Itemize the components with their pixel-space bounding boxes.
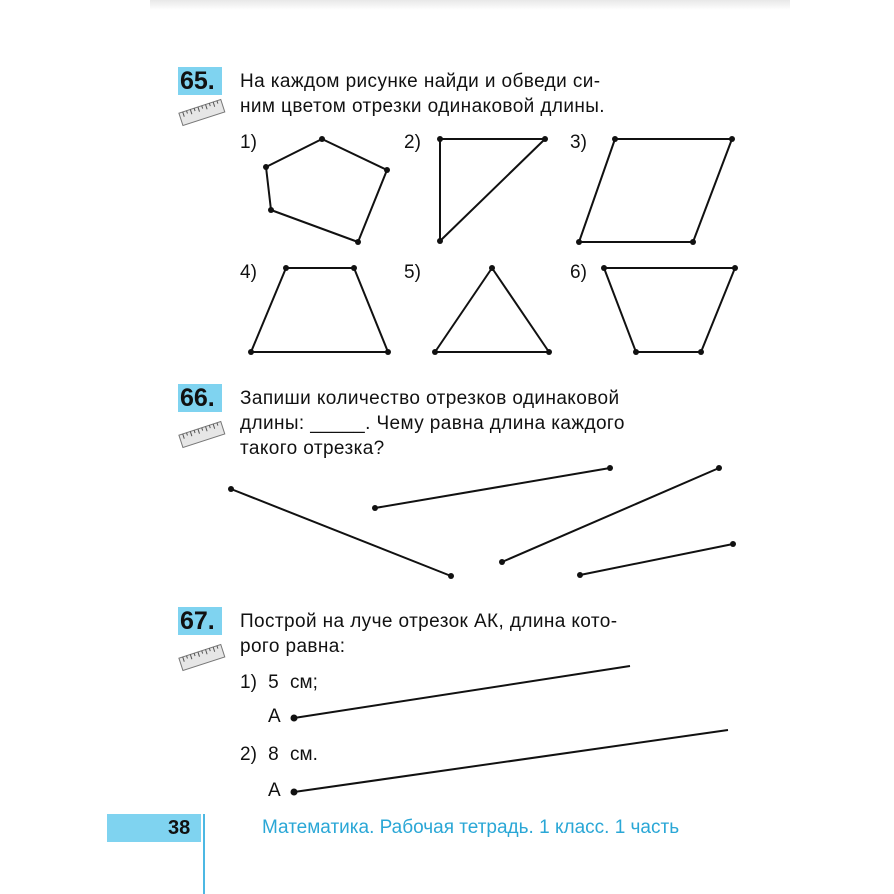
- task-66-line-1: Запиши количество отрезков одинаковой: [240, 388, 620, 409]
- figure-label-1: 1): [240, 132, 257, 153]
- ray-1: [294, 666, 630, 718]
- task-67-line-2: рого равна:: [240, 636, 346, 657]
- ruler-icon: [178, 420, 226, 450]
- parallelogram-figure: [579, 139, 732, 242]
- segment-2: [375, 468, 610, 508]
- figure-label-4: 4): [240, 262, 257, 283]
- task-number-65: 65.: [178, 67, 222, 95]
- right-triangle-figure: [440, 139, 545, 241]
- pentagon-figure: [266, 139, 387, 242]
- figure-label-6: 6): [570, 262, 587, 283]
- ruler-icon: [178, 643, 226, 673]
- task-67-item-1: 1) 5 см;: [240, 672, 318, 693]
- task-66-line-2: длины: _____. Чему равна длина каждого: [240, 413, 625, 434]
- task-number-66: 66.: [178, 384, 222, 412]
- page-number: 38: [168, 817, 191, 839]
- point-a-2: [291, 789, 298, 796]
- figure-label-2: 2): [404, 132, 421, 153]
- segment-4: [580, 544, 733, 575]
- task-66-line-3: такого отрезка?: [240, 438, 385, 459]
- ray-2: [294, 730, 728, 792]
- trapezoid-figure: [251, 268, 388, 352]
- footer-divider: [203, 814, 205, 894]
- segment-1: [231, 489, 451, 576]
- figure-vertices: [248, 136, 738, 355]
- task-number-67: 67.: [178, 607, 222, 635]
- point-a-label-1: А: [268, 706, 281, 727]
- task-67-line-1: Построй на луче отрезок АК, длина кото-: [240, 611, 618, 632]
- figure-label-3: 3): [570, 132, 587, 153]
- task-66-segments: [231, 468, 733, 576]
- point-a-1: [291, 715, 298, 722]
- figure-label-5: 5): [404, 262, 421, 283]
- task-65-line-1: На каждом рисунке найди и обведи си-: [240, 71, 601, 92]
- book-title: Математика. Рабочая тетрадь. 1 класс. 1 часть: [262, 817, 680, 838]
- task-67-item-2: 2) 8 см.: [240, 744, 318, 765]
- segment-3: [502, 468, 719, 562]
- point-a-label-2: А: [268, 780, 281, 801]
- task-66-text: [240, 386, 737, 461]
- task-67-text: [240, 609, 737, 659]
- task-65-line-2: ним цветом отрезки одинаковой длины.: [240, 96, 605, 117]
- inverted-trapezoid-figure: [604, 268, 735, 352]
- triangle-figure: [435, 268, 549, 352]
